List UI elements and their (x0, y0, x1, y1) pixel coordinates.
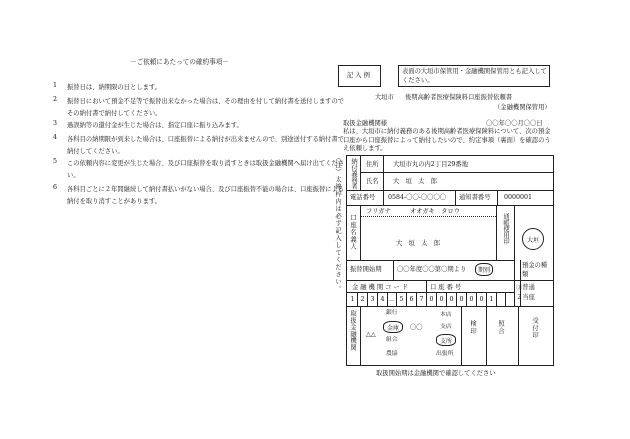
branch-type-circle-icon (436, 334, 456, 346)
branch-type-shisho: 支所 (439, 337, 452, 345)
start-period-label: 振替開始期 (350, 266, 382, 273)
address-value: 大垣市丸の内2丁目29番地 (393, 161, 468, 168)
account-number-header: 口座番号 (430, 284, 464, 291)
start-period-value: 〇〇年度〇〇第〇期より (397, 266, 467, 273)
code-digit: 5 (399, 296, 404, 303)
phone-label: 電話番号 (350, 194, 376, 201)
furigana-label: フリガナ (366, 208, 391, 215)
code-digit: 0 (469, 296, 474, 303)
payer-label: 納付義務者 (350, 158, 357, 190)
date-line: 〇〇年〇〇月〇〇日 (486, 120, 543, 127)
conditions-title: －ご依頼にあたっての確約事項－ (130, 58, 229, 66)
recipient-line: 取扱金融機関様 (343, 120, 388, 127)
condition-item-6 (53, 184, 353, 214)
code-digit: 3 (370, 296, 375, 303)
example-note-box (398, 65, 550, 87)
code-digit: 0 (479, 296, 484, 303)
name-value: 大 垣 太 郎 (393, 178, 438, 185)
code-digit: 0 (429, 296, 434, 303)
condition-text: 各科目の納期限が到来した場合は、口座振替による納付が出来ませんので、別途送付する納付書で納付してください。 (67, 136, 344, 155)
branch-type-honten: 本店 (440, 312, 452, 318)
code-digit: 0 (449, 296, 454, 303)
notice-label: 通知書番号 (459, 194, 491, 201)
notice-value: 0000001 (504, 194, 533, 201)
condition-number: 1 (53, 82, 58, 89)
side-note: （注）太線枠内は必ず記入してください。 (334, 154, 341, 293)
deposit-type-label: 預金の種類 (522, 262, 548, 278)
seal-stamp-text: 大垣 (526, 236, 539, 244)
example-label-box (338, 65, 381, 87)
seal-label: 通帳使用印 (502, 213, 509, 245)
furigana-value: オオガキ タロウ (410, 208, 460, 215)
doc-title: 後期高齢者医療保険料口座振替依頼書 (405, 94, 513, 101)
seal-stamp-icon (522, 228, 544, 250)
example-note: 表面の大垣市保管用・金融機関保管用とも記入してください。 (402, 68, 547, 84)
condition-item-3 (53, 120, 353, 134)
deposit-type-option-2: ２当座 (516, 294, 535, 301)
bank-type-circle-icon (383, 321, 403, 333)
code-digit: 4 (380, 296, 385, 303)
code-digit: 1 (489, 296, 494, 303)
bank-code-header: 金融機関コード (352, 284, 411, 291)
bank-type-ginko: 銀行 (386, 310, 398, 316)
code-digit: － (388, 298, 395, 305)
footer-note: 取扱開始期は金融機関で確認してください (376, 370, 496, 377)
code-digit: 0 (459, 296, 464, 303)
stamp-col-shogo: 照合 (497, 320, 504, 335)
condition-number: 4 (53, 134, 58, 141)
condition-text: 振替日は、納期限の日とします。 (67, 84, 161, 91)
condition-text: 過誤納等の還付金が生じた場合は、指定口座に振り込みます。 (67, 122, 243, 129)
bank-section-label: 取扱金融機関 (349, 310, 356, 351)
request-text: 私は、大垣市に納付義務のある後期高齢者医療保険料について、次の預金口座から口座振替によって納付したいので、約定事項（裏面）を確認のうえ依頼します。 (343, 128, 551, 152)
deposit-type-option-1: ①普通 (516, 284, 535, 291)
condition-number: 6 (53, 184, 58, 191)
branch-type-shutchojo: 出張所 (436, 351, 454, 357)
condition-text: 振替日において預金不足等で振替出来なかった場合は、その理由を付して納付書を送付しますのでその納付書で納付してください。 (67, 98, 345, 117)
bank-type-nokyo: 農協 (386, 351, 398, 357)
doc-subtitle: （金融機関保管用） (494, 104, 551, 111)
stamp-col-uketsuke: 受付印 (531, 317, 538, 339)
code-digit: 2 (360, 296, 365, 303)
phone-value: 0584-〇〇-〇〇〇〇 (388, 194, 447, 201)
period-circle-text: 期別 (477, 267, 490, 274)
example-label: 記 入 例 (347, 72, 370, 79)
condition-number: 3 (53, 120, 58, 127)
code-digit: 7 (419, 296, 424, 303)
condition-item-1 (53, 82, 353, 96)
bank-name-marks: △△ (366, 331, 376, 338)
holder-name: 大 垣 太 郎 (396, 240, 441, 247)
name-label: 氏名 (366, 178, 379, 185)
holder-label: 口座名義人 (349, 214, 356, 251)
doc-title-city: 大垣市 (375, 94, 394, 101)
address-label: 住所 (366, 161, 379, 168)
code-digit: 0 (439, 296, 444, 303)
code-digit: 1 (350, 296, 355, 303)
condition-text: この依頼内容に変更が生じた場合、及び口座振替を取り消すときは取扱金融機関へ届け出てください。 (67, 160, 345, 179)
stamp-col-kenin: 検印 (469, 320, 476, 335)
bank-type-kinko: 金庫 (386, 324, 399, 332)
condition-text: 各科目ごとに２年間継続して納付書払いがない場合、及び口座振替不能の場合は、口座振替による納付を取り消すことがあります。 (67, 186, 345, 205)
branch-name-marks: 〇〇 (410, 324, 423, 331)
branch-type-shiten: 支店 (440, 324, 452, 330)
code-digit: 6 (409, 296, 414, 303)
bank-type-kumiai: 組合 (386, 337, 398, 343)
condition-number: 2 (53, 96, 58, 103)
condition-number: 5 (53, 158, 58, 165)
period-circle-icon (475, 263, 493, 276)
